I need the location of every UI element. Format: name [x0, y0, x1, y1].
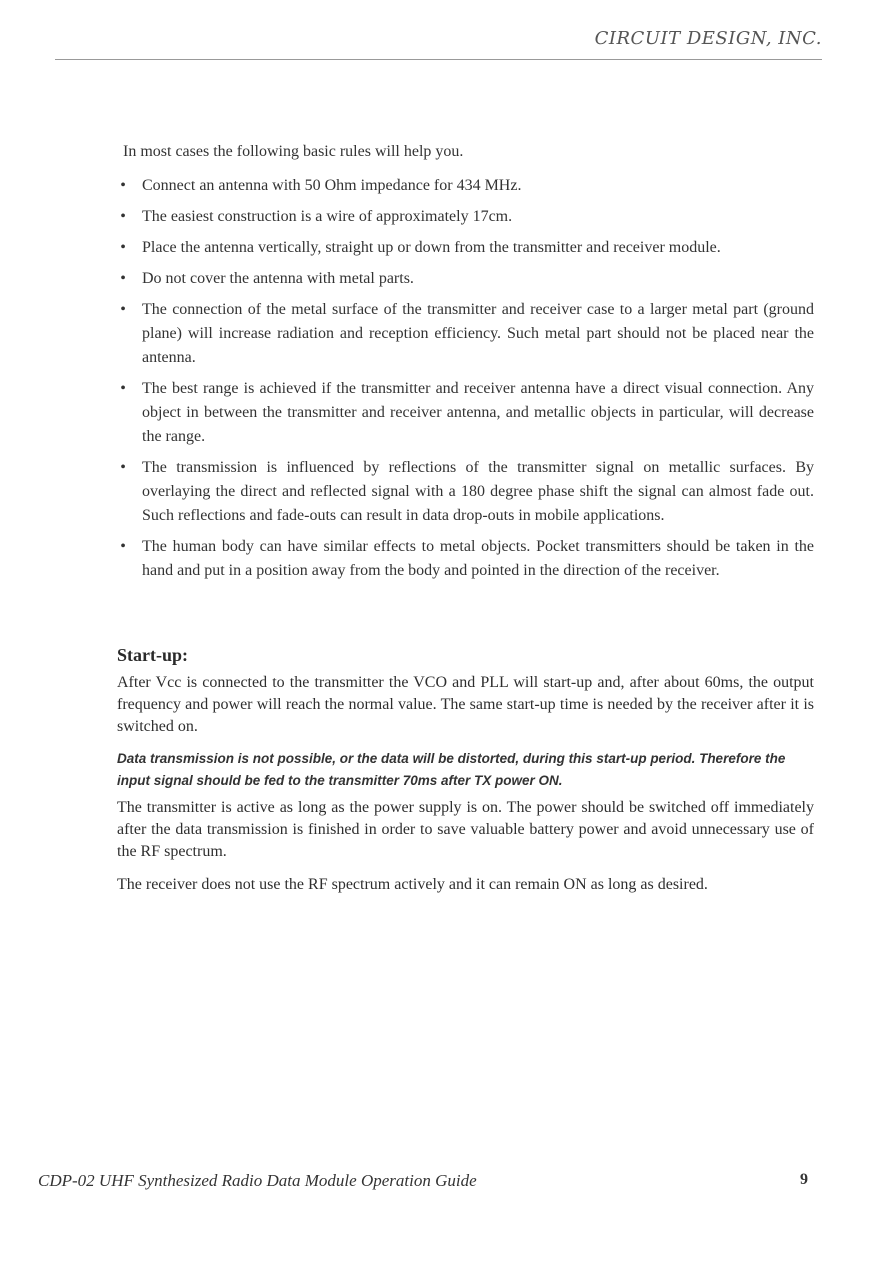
startup-warning: Data transmission is not possible, or the data will be distorted, during this start-up period. Therefore the input signal should be fed to the transmitter 70ms after TX power ON.	[117, 751, 786, 788]
list-item-text: The human body can have similar effects to metal objects. Pocket transmitters should be taken in the hand and put in a position away from the body and pointed in the direction of the receiver.	[142, 538, 814, 579]
list-item	[117, 236, 814, 260]
list-item-text: The connection of the metal surface of the transmitter and receiver case to a larger metal part (ground plane) will increase radiation and reception efficiency. Such metal part should not be placed near the antenna.	[142, 301, 814, 366]
startup-paragraph: After Vcc is connected to the transmitter the VCO and PLL will start-up and, after about 60ms, the output frequency and power will reach the normal value. The same start-up time is needed by the receiver after it is switched on.	[117, 674, 814, 735]
list-item	[117, 205, 814, 229]
list-item	[117, 298, 814, 370]
list-item-text: The transmission is influenced by reflections of the transmitter signal on metallic surfaces. By overlaying the direct and reflected signal with a 180 degree phase shift the signal can almost fade out. Such reflections and fade-outs can result in data drop-outs in mobile applications.	[142, 459, 814, 524]
list-item	[117, 456, 814, 528]
power-paragraph: The transmitter is active as long as the power supply is on. The power should be switched off immediately after the data transmission is finished in order to save valuable battery power and avoid unnecessary use of the RF spectrum.	[117, 799, 814, 860]
antenna-rules-list	[117, 174, 814, 590]
receiver-paragraph: The receiver does not use the RF spectrum actively and it can remain ON as long as desired.	[117, 876, 708, 893]
header-divider	[55, 59, 822, 60]
bullet-icon: •	[120, 239, 126, 256]
list-item-text: Connect an antenna with 50 Ohm impedance for 434 MHz.	[142, 177, 522, 194]
list-item-text: The easiest construction is a wire of approximately 17cm.	[142, 208, 513, 225]
list-item	[117, 174, 814, 198]
startup-heading: Start-up:	[117, 645, 188, 665]
list-item	[117, 377, 814, 449]
list-item	[117, 267, 814, 291]
list-item	[117, 535, 814, 583]
bullet-icon: •	[120, 177, 126, 194]
bullet-icon: •	[120, 208, 126, 225]
bullet-icon: •	[120, 538, 126, 555]
intro-paragraph: In most cases the following basic rules will help you.	[123, 143, 464, 160]
list-item-text: Do not cover the antenna with metal parts.	[142, 270, 414, 287]
bullet-icon: •	[120, 380, 126, 397]
footer-document-title: CDP-02 UHF Synthesized Radio Data Module Operation Guide	[38, 1171, 477, 1190]
page-number: 9	[800, 1171, 808, 1188]
bullet-icon: •	[120, 301, 126, 318]
header-company-name: CIRCUIT DESIGN, INC.	[594, 28, 822, 49]
bullet-icon: •	[120, 459, 126, 476]
list-item-text: Place the antenna vertically, straight up or down from the transmitter and receiver module.	[142, 239, 721, 256]
list-item-text: The best range is achieved if the transmitter and receiver antenna have a direct visual connection. Any object in between the transmitter and receiver antenna, and metallic objects in particular, will decrease the range.	[142, 380, 814, 445]
bullet-icon: •	[120, 270, 126, 287]
